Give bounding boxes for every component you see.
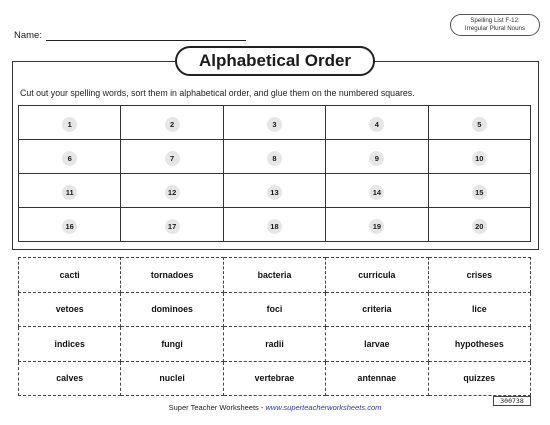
- grid-cell[interactable]: [428, 106, 530, 140]
- square-number: 15: [472, 185, 487, 200]
- square-number: 9: [369, 151, 384, 166]
- word-row: [19, 361, 531, 396]
- grid-cell[interactable]: [19, 208, 121, 242]
- word-cutout[interactable]: nuclei: [121, 361, 223, 396]
- grid-cell[interactable]: [428, 140, 530, 174]
- grid-cell[interactable]: [428, 208, 530, 242]
- square-number: 8: [267, 151, 282, 166]
- square-number: 14: [369, 185, 384, 200]
- grid-row: [19, 208, 531, 242]
- square-number: 2: [165, 117, 180, 132]
- grid-cell[interactable]: [121, 106, 223, 140]
- name-line[interactable]: [46, 32, 246, 41]
- word-cutout[interactable]: vetoes: [19, 292, 121, 327]
- square-number: 1: [62, 117, 77, 132]
- word-cutout[interactable]: criteria: [326, 292, 428, 327]
- numbered-grid: [18, 105, 531, 242]
- grid-cell[interactable]: [223, 208, 325, 242]
- tag-line-2: Irregular Plural Nouns: [464, 25, 526, 32]
- grid-row: [19, 106, 531, 140]
- square-number: 11: [62, 185, 77, 200]
- grid-cell[interactable]: [223, 106, 325, 140]
- word-cutout[interactable]: calves: [19, 361, 121, 396]
- word-cutout[interactable]: dominoes: [121, 292, 223, 327]
- grid-cell[interactable]: [19, 106, 121, 140]
- grid-cell[interactable]: [223, 140, 325, 174]
- square-number: 20: [472, 219, 487, 234]
- word-cutout[interactable]: antennae: [326, 361, 428, 396]
- square-number: 12: [165, 185, 180, 200]
- square-number: 3: [267, 117, 282, 132]
- grid-cell[interactable]: [326, 208, 428, 242]
- grid-cell[interactable]: [326, 106, 428, 140]
- word-cutout[interactable]: indices: [19, 327, 121, 362]
- word-cutout[interactable]: quizzes: [428, 361, 530, 396]
- grid-cell[interactable]: [428, 174, 530, 208]
- word-cutout[interactable]: tornadoes: [121, 258, 223, 293]
- square-number: 19: [369, 219, 384, 234]
- square-number: 6: [62, 151, 77, 166]
- grid-row: [19, 174, 531, 208]
- word-cutout[interactable]: curricula: [326, 258, 428, 293]
- square-number: 18: [267, 219, 282, 234]
- word-row: [19, 292, 531, 327]
- word-cutout-table: [18, 257, 531, 396]
- word-cutout[interactable]: fungi: [121, 327, 223, 362]
- grid-cell[interactable]: [326, 140, 428, 174]
- square-number: 13: [267, 185, 282, 200]
- word-cutout[interactable]: hypotheses: [428, 327, 530, 362]
- grid-cell[interactable]: [121, 140, 223, 174]
- word-row: [19, 327, 531, 362]
- word-cutout[interactable]: vertebrae: [223, 361, 325, 396]
- grid-row: [19, 140, 531, 174]
- name-label: Name:: [14, 30, 42, 41]
- instructions: Cut out your spelling words, sort them in alphabetical order, and glue them on the numbered squares.: [20, 88, 415, 98]
- tag-line-1: Spelling List F-12:: [470, 17, 520, 24]
- footer-url[interactable]: www.superteacherworksheets.com: [265, 403, 382, 412]
- word-cutout[interactable]: lice: [428, 292, 530, 327]
- word-cutout[interactable]: crises: [428, 258, 530, 293]
- word-cutout[interactable]: bacteria: [223, 258, 325, 293]
- grid-cell[interactable]: [326, 174, 428, 208]
- word-row: [19, 258, 531, 293]
- footer: [0, 403, 550, 412]
- grid-cell[interactable]: [223, 174, 325, 208]
- square-number: 10: [472, 151, 487, 166]
- worksheet-code: 300738: [493, 396, 531, 406]
- grid-cell[interactable]: [121, 208, 223, 242]
- square-number: 7: [165, 151, 180, 166]
- word-cutout[interactable]: cacti: [19, 258, 121, 293]
- grid-cell[interactable]: [19, 174, 121, 208]
- word-cutout[interactable]: foci: [223, 292, 325, 327]
- square-number: 4: [369, 117, 384, 132]
- word-cutout[interactable]: radii: [223, 327, 325, 362]
- word-cutout[interactable]: larvae: [326, 327, 428, 362]
- spelling-list-tag: [450, 14, 540, 36]
- square-number: 17: [165, 219, 180, 234]
- square-number: 5: [472, 117, 487, 132]
- grid-cell[interactable]: [19, 140, 121, 174]
- footer-text: Super Teacher Worksheets -: [168, 403, 266, 412]
- name-field-row: [14, 30, 246, 41]
- page-title: Alphabetical Order: [175, 46, 375, 76]
- square-number: 16: [62, 219, 77, 234]
- grid-cell[interactable]: [121, 174, 223, 208]
